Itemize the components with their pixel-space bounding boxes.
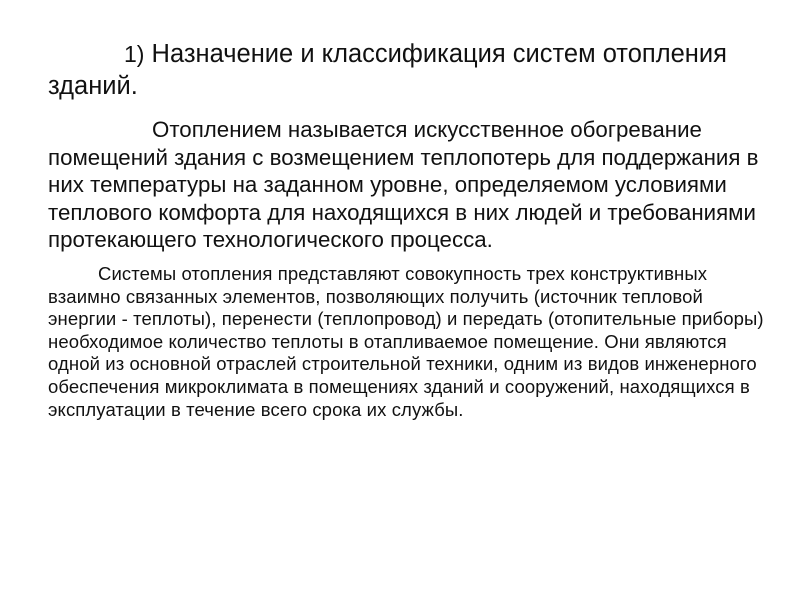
- title-number: 1): [124, 41, 145, 67]
- title-text: Назначение и классификация систем отопления зданий.: [48, 40, 727, 100]
- definition-paragraph: Отоплением называется искусственное обогревание помещений здания с возмещением теплопотерь для поддержания в них температуры на заданном уровне, определяемом условиями теплового комфорта для находящихся в них людей и требованиями протекающего технологического процесса.: [48, 117, 759, 253]
- slide-content: [48, 38, 774, 421]
- slide-title: [48, 38, 774, 102]
- heating-systems-paragraph: Системы отопления представляют совокупность трех конструктивных взаимно связанных элементов, позволяющих получить (источник тепловой энергии - теплоты), перенести (теплопровод) и передать (отопительные приборы) необходимое количество теплоты в отапливаемое помещение. Они являются одной из основной отраслей строительной техники, одним из видов инженерного обеспечения микроклимата в помещениях зданий и сооружений, находящихся в эксплуатации в течение всего срока их службы.: [48, 262, 764, 420]
